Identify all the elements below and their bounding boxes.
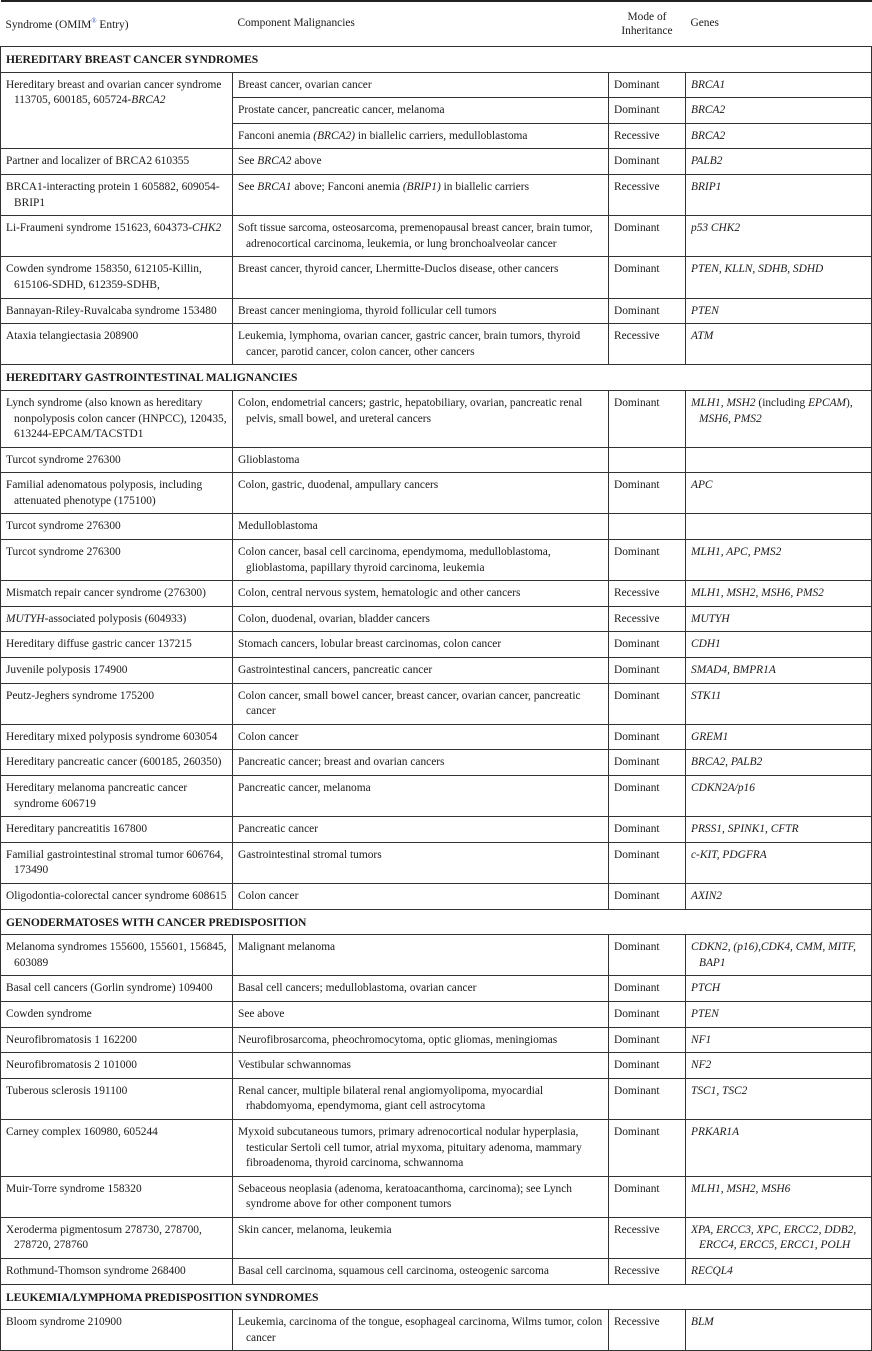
table-row: [1, 581, 872, 607]
genes-cell: PRKAR1A: [686, 1119, 872, 1176]
syndrome-cell: Tuberous sclerosis 191100: [1, 1078, 233, 1119]
malignancies-cell: Basal cell cancers; medulloblastoma, ovarian cancer: [233, 976, 609, 1002]
header-row: [1, 1, 872, 47]
inheritance-cell: [609, 447, 686, 473]
genes-cell: BLM: [686, 1310, 872, 1351]
header-genes: Genes: [686, 1, 872, 47]
genes-cell: PALB2: [686, 149, 872, 175]
section-title: LEUKEMIA/LYMPHOMA PREDISPOSITION SYNDROMES: [1, 1284, 872, 1310]
syndrome-cell: Oligodontia-colorectal cancer syndrome 608615: [1, 883, 233, 909]
malignancies-cell: Skin cancer, melanoma, leukemia: [233, 1217, 609, 1258]
section-title: HEREDITARY GASTROINTESTINAL MALIGNANCIES: [1, 365, 872, 391]
genes-cell: BRCA1: [686, 72, 872, 98]
inheritance-cell: Recessive: [609, 174, 686, 215]
syndrome-cell: Bannayan-Riley-Ruvalcaba syndrome 153480: [1, 298, 233, 324]
header-syndrome: Syndrome (OMIM® Entry): [1, 1, 233, 47]
syndrome-cell: MUTYH-associated polyposis (604933): [1, 606, 233, 632]
malignancies-cell: Myxoid subcutaneous tumors, primary adrenocortical nodular hyperplasia, testicular Sertoli cell tumor, atrial myxoma, pituitary adenoma, mammary fibroadenoma, thyroid carcinoma, schwannoma: [233, 1119, 609, 1176]
genes-cell: c-KIT, PDGFRA: [686, 842, 872, 883]
malignancies-cell: Colon, duodenal, ovarian, bladder cancers: [233, 606, 609, 632]
inheritance-cell: Recessive: [609, 1217, 686, 1258]
inheritance-cell: Recessive: [609, 1259, 686, 1285]
syndrome-cell: Bloom syndrome 210900: [1, 1310, 233, 1351]
malignancies-cell: Malignant melanoma: [233, 935, 609, 976]
table-row: [1, 776, 872, 817]
malignancies-cell: Pancreatic cancer; breast and ovarian cancers: [233, 750, 609, 776]
genes-cell: TSC1, TSC2: [686, 1078, 872, 1119]
inheritance-cell: Recessive: [609, 324, 686, 365]
header-inheritance: Mode of Inheritance: [609, 1, 686, 47]
syndrome-cell: Lynch syndrome (also known as hereditary nonpolyposis colon cancer (HNPCC), 120435, 613244-EPCAM/TACSTD1: [1, 390, 233, 447]
inheritance-cell: Dominant: [609, 632, 686, 658]
table-row: [1, 1001, 872, 1027]
table-row: [1, 149, 872, 175]
syndrome-cell: Peutz-Jeghers syndrome 175200: [1, 683, 233, 724]
syndrome-cell: Mismatch repair cancer syndrome (276300): [1, 581, 233, 607]
inheritance-cell: Dominant: [609, 1027, 686, 1053]
syndrome-cell: Cowden syndrome: [1, 1001, 233, 1027]
malignancies-cell: Stomach cancers, lobular breast carcinomas, colon cancer: [233, 632, 609, 658]
genes-cell: BRCA2: [686, 123, 872, 149]
genes-cell: BRCA2: [686, 98, 872, 124]
inheritance-cell: Dominant: [609, 1001, 686, 1027]
malignancies-cell: Breast cancer, thyroid cancer, Lhermitte-Duclos disease, other cancers: [233, 257, 609, 298]
table-row: [1, 817, 872, 843]
table-row: [1, 1310, 872, 1351]
genes-cell: PTEN: [686, 1001, 872, 1027]
malignancies-cell: Glioblastoma: [233, 447, 609, 473]
section-title: HEREDITARY BREAST CANCER SYNDROMES: [1, 47, 872, 73]
table-row: [1, 447, 872, 473]
inheritance-cell: Recessive: [609, 123, 686, 149]
inheritance-cell: Dominant: [609, 658, 686, 684]
malignancies-cell: See BRCA2 above: [233, 149, 609, 175]
table-row: [1, 216, 872, 257]
genes-cell: [686, 447, 872, 473]
table-row: [1, 1053, 872, 1079]
malignancies-cell: Leukemia, lymphoma, ovarian cancer, gastric cancer, brain tumors, thyroid cancer, parotid cancer, colon cancer, other cancers: [233, 324, 609, 365]
genes-cell: NF2: [686, 1053, 872, 1079]
malignancies-cell: Colon cancer, basal cell carcinoma, ependymoma, medulloblastoma, glioblastoma, papillary thyroid carcinoma, leukemia: [233, 540, 609, 581]
header-malignancies: Component Malignancies: [233, 1, 609, 47]
inheritance-cell: Dominant: [609, 750, 686, 776]
inheritance-cell: Dominant: [609, 776, 686, 817]
malignancies-cell: Pancreatic cancer: [233, 817, 609, 843]
syndrome-cell: Turcot syndrome 276300: [1, 514, 233, 540]
table-row: [1, 174, 872, 215]
malignancies-cell: Fanconi anemia (BRCA2) in biallelic carriers, medulloblastoma: [233, 123, 609, 149]
table-row: [1, 514, 872, 540]
syndrome-cell: Basal cell cancers (Gorlin syndrome) 109400: [1, 976, 233, 1002]
table-row: [1, 1027, 872, 1053]
genes-cell: GREM1: [686, 724, 872, 750]
section-header-row: [1, 909, 872, 935]
table-row: [1, 842, 872, 883]
malignancies-cell: Gastrointestinal cancers, pancreatic cancer: [233, 658, 609, 684]
table-row: [1, 1119, 872, 1176]
table-row: [1, 658, 872, 684]
syndrome-cell: Turcot syndrome 276300: [1, 447, 233, 473]
table-row: [1, 473, 872, 514]
malignancies-cell: Neurofibrosarcoma, pheochromocytoma, optic gliomas, meningiomas: [233, 1027, 609, 1053]
table-row: [1, 1217, 872, 1258]
malignancies-cell: Colon cancer: [233, 883, 609, 909]
section-header-row: [1, 47, 872, 73]
table-row: [1, 606, 872, 632]
inheritance-cell: Dominant: [609, 390, 686, 447]
inheritance-cell: Dominant: [609, 473, 686, 514]
syndrome-cell: Rothmund-Thomson syndrome 268400: [1, 1259, 233, 1285]
malignancies-cell: Renal cancer, multiple bilateral renal angiomyolipoma, myocardial rhabdomyoma, ependymoma, giant cell astrocytoma: [233, 1078, 609, 1119]
genes-cell: PTEN, KLLN, SDHB, SDHD: [686, 257, 872, 298]
malignancies-cell: Breast cancer, ovarian cancer: [233, 72, 609, 98]
inheritance-cell: Dominant: [609, 1053, 686, 1079]
syndrome-cell: BRCA1-interacting protein 1 605882, 609054-BRIP1: [1, 174, 233, 215]
inheritance-cell: Dominant: [609, 257, 686, 298]
table-body: [1, 47, 872, 1351]
genes-cell: APC: [686, 473, 872, 514]
genes-cell: MUTYH: [686, 606, 872, 632]
malignancies-cell: Colon, endometrial cancers; gastric, hepatobiliary, ovarian, pancreatic renal pelvis, small bowel, and ureteral cancers: [233, 390, 609, 447]
syndrome-cell: Juvenile polyposis 174900: [1, 658, 233, 684]
syndrome-cell: Li-Fraumeni syndrome 151623, 604373-CHK2: [1, 216, 233, 257]
inheritance-cell: Recessive: [609, 606, 686, 632]
table-row: [1, 750, 872, 776]
genes-cell: PTCH: [686, 976, 872, 1002]
table-row: [1, 976, 872, 1002]
genes-cell: MLH1, APC, PMS2: [686, 540, 872, 581]
table-row: [1, 324, 872, 365]
inheritance-cell: Dominant: [609, 98, 686, 124]
inheritance-cell: Recessive: [609, 581, 686, 607]
malignancies-cell: Colon, central nervous system, hematologic and other cancers: [233, 581, 609, 607]
table-row: [1, 1078, 872, 1119]
inheritance-cell: Dominant: [609, 976, 686, 1002]
inheritance-cell: Dominant: [609, 1176, 686, 1217]
syndrome-cell: Ataxia telangiectasia 208900: [1, 324, 233, 365]
inheritance-cell: Dominant: [609, 724, 686, 750]
inheritance-cell: Dominant: [609, 216, 686, 257]
genes-cell: CDKN2, (p16),CDK4, CMM, MITF, BAP1: [686, 935, 872, 976]
genes-cell: NF1: [686, 1027, 872, 1053]
genes-cell: p53 CHK2: [686, 216, 872, 257]
syndrome-cell: Partner and localizer of BRCA2 610355: [1, 149, 233, 175]
inheritance-cell: Dominant: [609, 683, 686, 724]
table-row: [1, 632, 872, 658]
section-header-row: [1, 365, 872, 391]
table-row: [1, 683, 872, 724]
table-row: [1, 1259, 872, 1285]
genes-cell: BRIP1: [686, 174, 872, 215]
malignancies-cell: See above: [233, 1001, 609, 1027]
genes-cell: MLH1, MSH2, MSH6, PMS2: [686, 581, 872, 607]
syndrome-cell: Xeroderma pigmentosum 278730, 278700, 278720, 278760: [1, 1217, 233, 1258]
genes-cell: [686, 514, 872, 540]
malignancies-cell: Colon cancer: [233, 724, 609, 750]
genes-cell: PTEN: [686, 298, 872, 324]
inheritance-cell: Dominant: [609, 842, 686, 883]
syndrome-cell: Hereditary pancreatic cancer (600185, 260350): [1, 750, 233, 776]
table-row: [1, 935, 872, 976]
malignancies-cell: Leukemia, carcinoma of the tongue, esophageal carcinoma, Wilms tumor, colon cancer: [233, 1310, 609, 1351]
table-row: [1, 390, 872, 447]
genes-cell: SMAD4, BMPR1A: [686, 658, 872, 684]
genes-cell: XPA, ERCC3, XPC, ERCC2, DDB2, ERCC4, ERCC5, ERCC1, POLH: [686, 1217, 872, 1258]
syndrome-cell: Carney complex 160980, 605244: [1, 1119, 233, 1176]
inheritance-cell: Dominant: [609, 935, 686, 976]
genes-cell: CDH1: [686, 632, 872, 658]
syndrome-cell: Neurofibromatosis 1 162200: [1, 1027, 233, 1053]
malignancies-cell: Medulloblastoma: [233, 514, 609, 540]
table-row: [1, 1176, 872, 1217]
section-title: GENODERMATOSES WITH CANCER PREDISPOSITION: [1, 909, 872, 935]
malignancies-cell: Prostate cancer, pancreatic cancer, melanoma: [233, 98, 609, 124]
inheritance-cell: Dominant: [609, 72, 686, 98]
syndrome-cell: Familial adenomatous polyposis, including attenuated phenotype (175100): [1, 473, 233, 514]
syndrome-cell: Familial gastrointestinal stromal tumor 606764, 173490: [1, 842, 233, 883]
inheritance-cell: Dominant: [609, 149, 686, 175]
genes-cell: CDKN2A/p16: [686, 776, 872, 817]
table-row: [1, 724, 872, 750]
genes-cell: RECQL4: [686, 1259, 872, 1285]
genes-cell: BRCA2, PALB2: [686, 750, 872, 776]
syndrome-cell: Neurofibromatosis 2 101000: [1, 1053, 233, 1079]
table-row: [1, 298, 872, 324]
malignancies-cell: Colon cancer, small bowel cancer, breast cancer, ovarian cancer, pancreatic cancer: [233, 683, 609, 724]
malignancies-cell: Soft tissue sarcoma, osteosarcoma, premenopausal breast cancer, brain tumor, adrenocortical carcinoma, leukemia, or lung bronchoalveolar cancer: [233, 216, 609, 257]
malignancies-cell: Vestibular schwannomas: [233, 1053, 609, 1079]
table-row: [1, 540, 872, 581]
inheritance-cell: Dominant: [609, 1119, 686, 1176]
malignancies-cell: Pancreatic cancer, melanoma: [233, 776, 609, 817]
syndrome-cell: Melanoma syndromes 155600, 155601, 156845, 603089: [1, 935, 233, 976]
syndrome-cell: Turcot syndrome 276300: [1, 540, 233, 581]
table-row: [1, 257, 872, 298]
table-row: [1, 72, 872, 98]
inheritance-cell: [609, 514, 686, 540]
malignancies-cell: Gastrointestinal stromal tumors: [233, 842, 609, 883]
malignancies-cell: Colon, gastric, duodenal, ampullary cancers: [233, 473, 609, 514]
genes-cell: AXIN2: [686, 883, 872, 909]
genes-cell: STK11: [686, 683, 872, 724]
inheritance-cell: Recessive: [609, 1310, 686, 1351]
malignancies-cell: Basal cell carcinoma, squamous cell carcinoma, osteogenic sarcoma: [233, 1259, 609, 1285]
inheritance-cell: Dominant: [609, 540, 686, 581]
syndrome-cell: Cowden syndrome 158350, 612105-Killin, 615106-SDHD, 612359-SDHB,: [1, 257, 233, 298]
genes-cell: PRSS1, SPINK1, CFTR: [686, 817, 872, 843]
malignancies-cell: See BRCA1 above; Fanconi anemia (BRIP1) in biallelic carriers: [233, 174, 609, 215]
inheritance-cell: Dominant: [609, 1078, 686, 1119]
genes-cell: MLH1, MSH2, MSH6: [686, 1176, 872, 1217]
syndrome-cell: Hereditary mixed polyposis syndrome 603054: [1, 724, 233, 750]
syndrome-cell: Hereditary diffuse gastric cancer 137215: [1, 632, 233, 658]
section-header-row: [1, 1284, 872, 1310]
genes-cell: MLH1, MSH2 (including EPCAM), MSH6, PMS2: [686, 390, 872, 447]
inheritance-cell: Dominant: [609, 817, 686, 843]
syndrome-cell: Hereditary pancreatitis 167800: [1, 817, 233, 843]
registered-mark: ®: [91, 17, 97, 26]
table-row: [1, 883, 872, 909]
malignancies-cell: Sebaceous neoplasia (adenoma, keratoacanthoma, carcinoma); see Lynch syndrome above for other component tumors: [233, 1176, 609, 1217]
syndrome-cell: Muir-Torre syndrome 158320: [1, 1176, 233, 1217]
malignancies-cell: Breast cancer meningioma, thyroid follicular cell tumors: [233, 298, 609, 324]
inheritance-cell: Dominant: [609, 883, 686, 909]
inheritance-cell: Dominant: [609, 298, 686, 324]
syndrome-cell: Hereditary breast and ovarian cancer syndrome 113705, 600185, 605724-BRCA2: [1, 72, 233, 149]
genes-cell: ATM: [686, 324, 872, 365]
syndrome-cell: Hereditary melanoma pancreatic cancer syndrome 606719: [1, 776, 233, 817]
